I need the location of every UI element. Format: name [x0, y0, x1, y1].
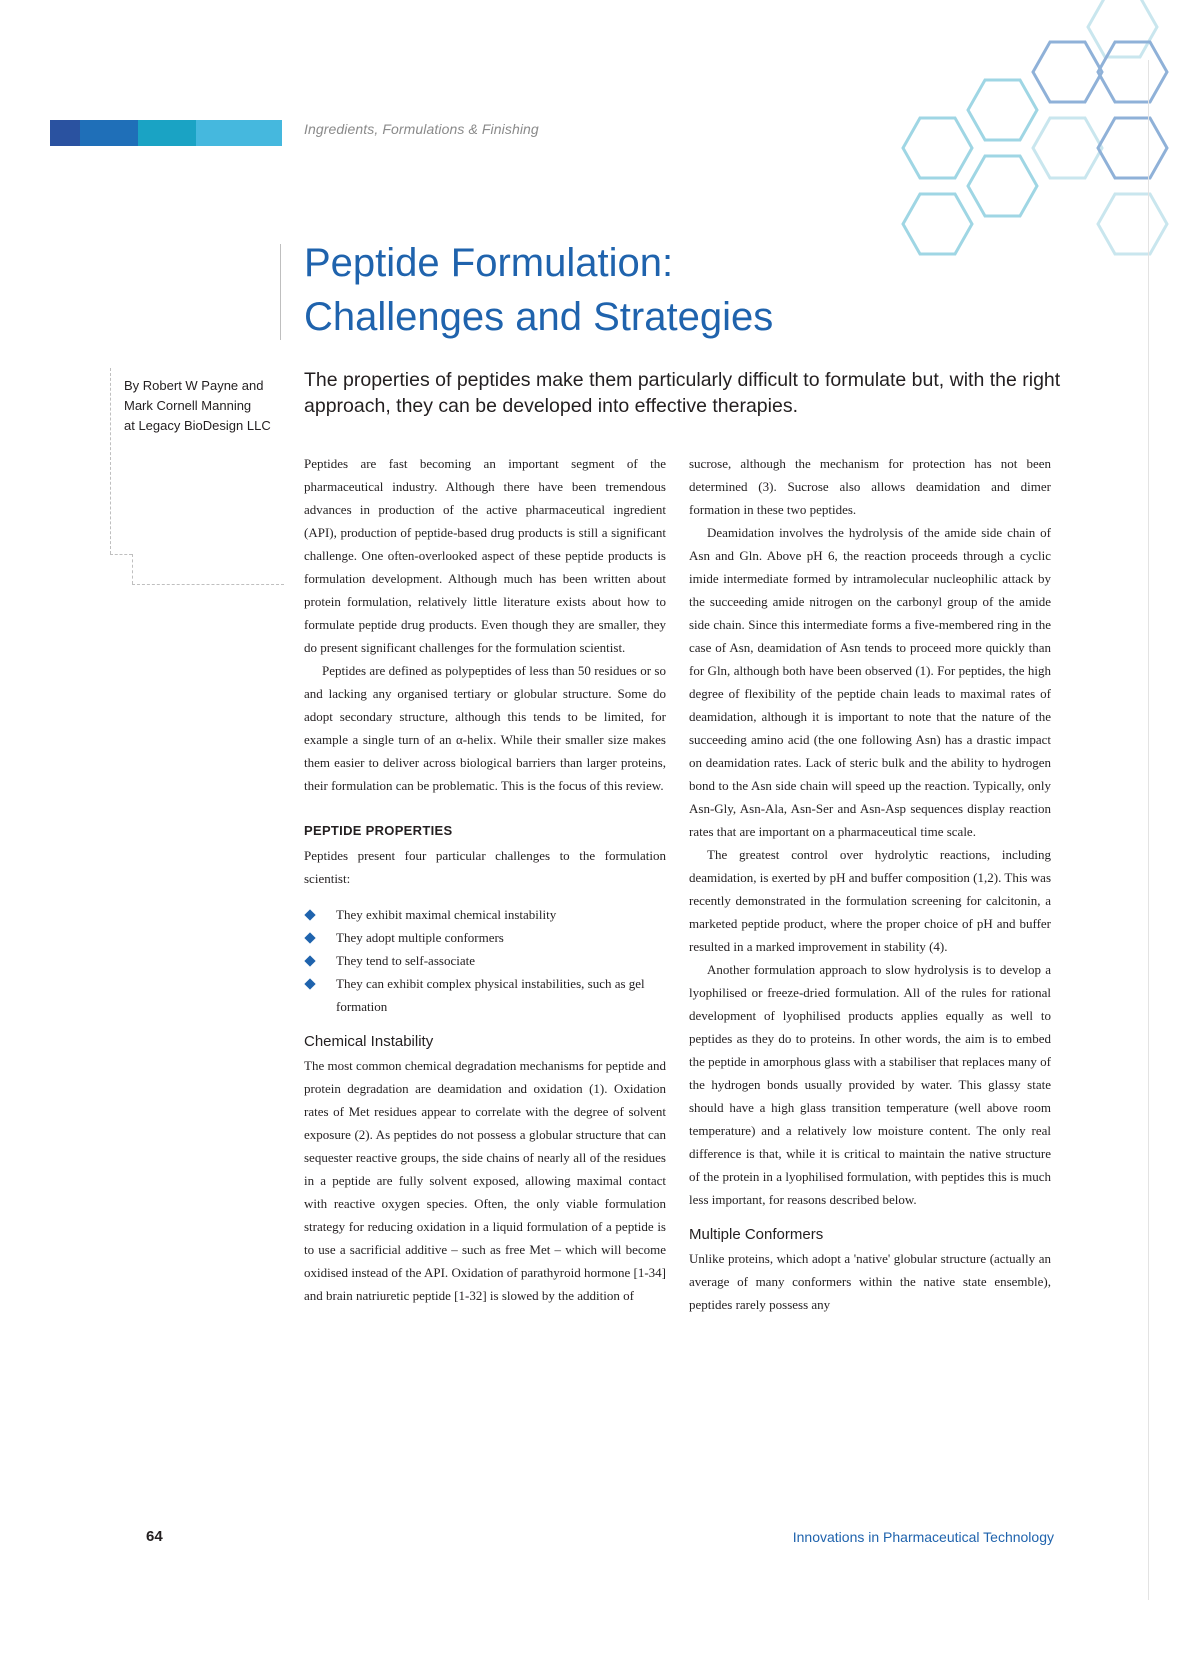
body-paragraph: The most common chemical degradation mechanisms for peptide and protein degradation are deamidation and oxidation (1). Oxidation rates of Met residues appear to correlate with the degree of solvent exposure (2). As peptides do not possess a globular structure that can sequester reactive groups, the side chains of nearly all of the residues in a peptide are fully solvent exposed, allowing maximal contact with reactive oxygen species. Often, the only viable formulation strategy for reducing oxidation in a liquid formulation of a peptide is to use a sacrificial additive – such as free Met – which will become oxidised instead of the API. Oxidation of parathyroid hormone [1-34] and brain natriuretic peptide [1-32] is slowed by the addition of — [304, 1058, 666, 1303]
body-paragraph: Peptides are defined as polypeptides of less than 50 residues or so and lacking any organised tertiary or globular structure. Some do adopt secondary structure, although this tends to be limited, for example a single turn of an α-helix. While their smaller size makes them easier to deliver across biological barriers than larger proteins, their formulation can be problematic. This is the focus of this review. — [304, 663, 666, 793]
diamond-bullet-icon — [304, 909, 315, 920]
hexagon-shape — [903, 118, 972, 178]
body-paragraph: Deamidation involves the hydrolysis of the amide side chain of Asn and Gln. Above pH 6, the reaction proceeds through a cyclic imide intermediate formed by intramolecular nucleophilic attack by the succeeding amide nitrogen on the carbonyl group of the amide side chain. Since this intermediate forms a five-membered ring in the case of Asn, deamidation of Asn tends to proceed more quickly than for Gln, although both have been observed (1). For peptides, the high degree of flexibility of the peptide chain leads to maximal rates of deamidation, although it is important to note that the nature of the succeeding amino acid (the one following Asn) has a drastic impact on deamidation rates. Lack of steric bulk and the ability to hydrogen bond to the Asn side chain will speed up the reaction. Typically, only Asn-Gly, Asn-Ala, Asn-Ser and Asn-Asp sequences display reaction rates that are important on a pharmaceutical time scale. — [689, 525, 1051, 839]
color-bar-segment — [138, 120, 196, 146]
body-paragraph: Unlike proteins, which adopt a 'native' globular structure (actually an average of many conformers within the native state ensemble), peptides rarely possess any — [689, 1251, 1051, 1312]
byline-rule — [110, 554, 132, 555]
list-item — [304, 972, 666, 1018]
color-bar-segment — [196, 120, 282, 146]
body-paragraph: Another formulation approach to slow hydrolysis is to develop a lyophilised or freeze-dried formulation. All of the rules for rational development of lyophilised products applies equally as well to peptides as they do to proteins. In other words, the aim is to embed the peptide in amorphous glass with a stabiliser that replaces many of the hydrogen bonds usually provided by water. This glassy state should have a high glass transition temperature (well above room temperature) and a relatively low moisture content. The only real difference is that, while it is critical to maintain the native structure of the protein in a lyophilised formulation, with peptides this is much less important, for reasons described below. — [689, 962, 1051, 1207]
byline-rule — [110, 368, 111, 554]
page-edge-rule — [1148, 60, 1149, 1600]
page-number: 64 — [146, 1528, 163, 1545]
hexagon-shape — [968, 156, 1037, 216]
article-title — [304, 236, 1104, 344]
hexagon-shape — [968, 80, 1037, 140]
hexagon-shape — [1098, 194, 1167, 254]
list-item — [304, 903, 666, 926]
diamond-bullet-icon — [304, 932, 315, 943]
list-item — [304, 949, 666, 972]
title-line-1: Peptide Formulation: — [304, 241, 674, 285]
byline-line: By Robert W Payne and — [124, 378, 264, 393]
header-color-bar — [50, 120, 282, 146]
challenges-list — [304, 903, 666, 1018]
list-item-text: They tend to self-associate — [336, 953, 475, 968]
list-item-text: They exhibit maximal chemical instability — [336, 907, 557, 922]
hexagon-shape — [1088, 0, 1157, 57]
color-bar-segment — [50, 120, 80, 146]
section-heading-peptide-properties: PEPTIDE PROPERTIES — [304, 823, 453, 838]
journal-name: Innovations in Pharmaceutical Technology — [792, 1529, 1054, 1545]
hexagon-shape — [1098, 42, 1167, 102]
body-paragraph: sucrose, although the mechanism for protection has not been determined (3). Sucrose also allows deamidation and dimer formation in these two peptides. — [689, 456, 1051, 517]
hexagon-shape — [1033, 118, 1102, 178]
list-item-text: They can exhibit complex physical instabilities, such as gel formation — [336, 976, 645, 1014]
body-paragraph: Peptides are fast becoming an important segment of the pharmaceutical industry. Although there have been tremendous advances in production of the active pharmaceutical ingredient (API), production of peptide-based drug products is still a significant challenge. One often-overlooked aspect of these peptide products is formulation development. Although much has been written about protein formulation, relatively little literature exists about how to formulate peptide drug products. Even though they are smaller, they do present significant challenges for the formulation scientist. — [304, 456, 666, 655]
title-rule — [280, 244, 281, 340]
diamond-bullet-icon — [304, 978, 315, 989]
byline-rule — [132, 584, 284, 585]
hexagon-shape — [1033, 42, 1102, 102]
body-paragraph: The greatest control over hydrolytic reactions, including deamidation, is exerted by pH and buffer composition (1,2). This was recently demonstrated in the formulation screening for calcitonin, a marketed peptide product, where the proper choice of pH and buffer resulted in a marked improvement in stability (4). — [689, 847, 1051, 954]
section-label: Ingredients, Formulations & Finishing — [304, 121, 539, 137]
standfirst: The properties of peptides make them particularly difficult to formulate but, with the right approach, they can be developed into effective therapies. — [304, 369, 1061, 417]
diamond-bullet-icon — [304, 955, 315, 966]
hexagon-shape — [1098, 118, 1167, 178]
right-column — [689, 452, 1051, 1316]
byline-rule — [132, 554, 133, 584]
list-item — [304, 926, 666, 949]
subheading-multiple-conformers: Multiple Conformers — [689, 1226, 824, 1243]
color-bar-segment — [80, 120, 138, 146]
author-byline — [124, 376, 284, 436]
byline-line: at Legacy BioDesign LLC — [124, 418, 271, 433]
byline-line: Mark Cornell Manning — [124, 398, 252, 413]
title-line-2: Challenges and Strategies — [304, 295, 774, 339]
left-column — [304, 452, 666, 1307]
subheading-chemical-instability: Chemical Instability — [304, 1033, 434, 1050]
body-paragraph: Peptides present four particular challenges to the formulation scientist: — [304, 848, 666, 886]
list-item-text: They adopt multiple conformers — [336, 930, 504, 945]
